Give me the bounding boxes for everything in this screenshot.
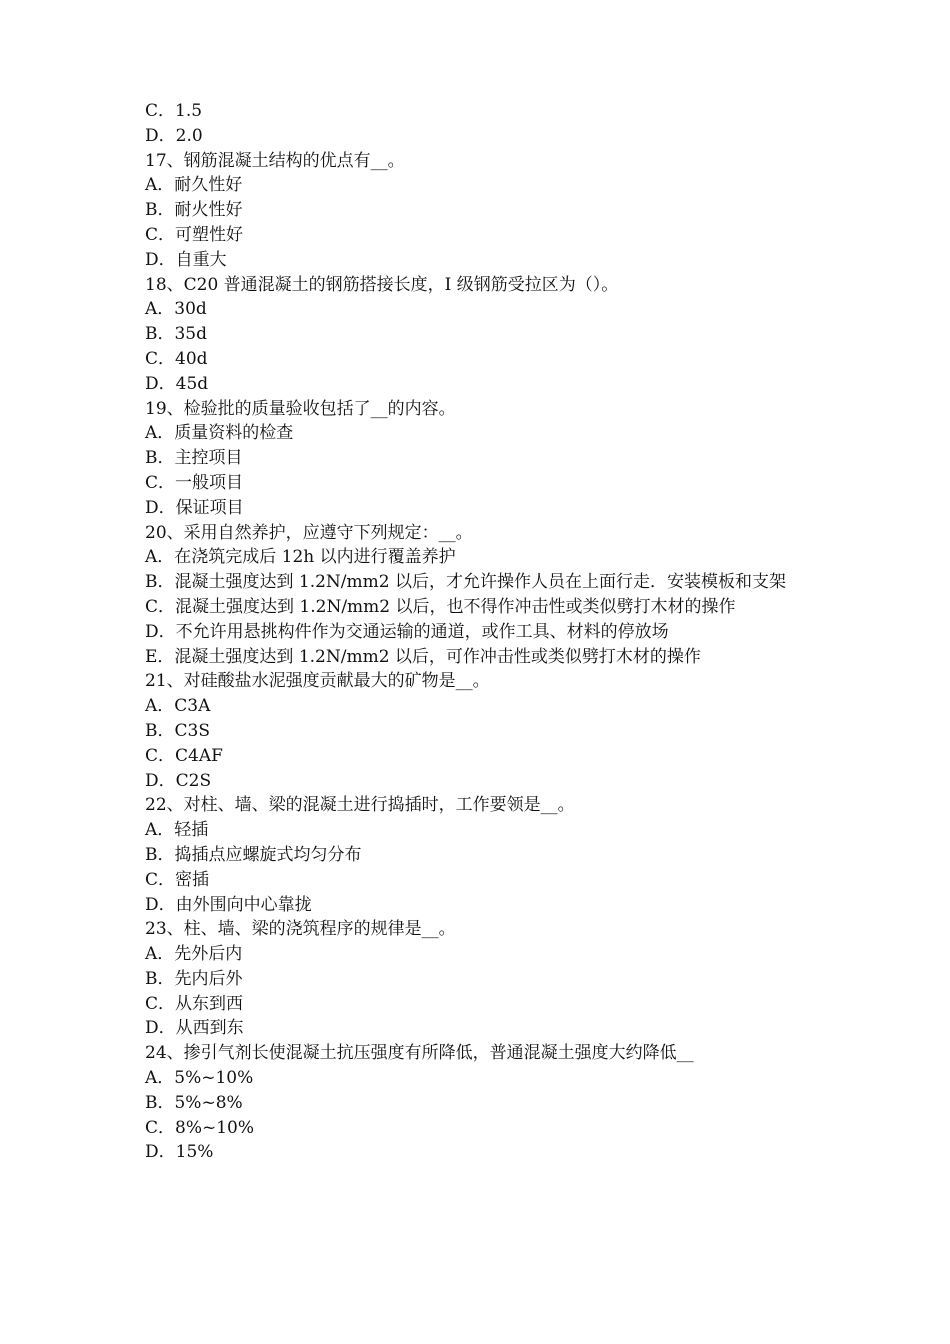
option-line: B．先内后外 — [145, 968, 243, 989]
option-line: C．40d — [145, 348, 208, 369]
option-line: A．30d — [145, 299, 207, 320]
question-line: 18、C20 普通混凝土的钢筋搭接长度，I 级钢筋受拉区为（）。 — [145, 274, 619, 295]
option-line: B．主控项目 — [145, 448, 243, 469]
option-line: A．在浇筑完成后 12h 以内进行覆盖养护 — [145, 547, 456, 568]
option-line: C．从东到西 — [145, 993, 244, 1014]
option-line: B．C3S — [145, 720, 210, 741]
question-line: 19、检验批的质量验收包括了__的内容。 — [145, 398, 456, 419]
option-line: D．15% — [145, 1142, 214, 1163]
question-line: 23、柱、墙、梁的浇筑程序的规律是__。 — [145, 919, 456, 940]
option-line: A．C3A — [145, 696, 211, 717]
option-line: D．不允许用悬挑构件作为交通运输的通道，或作工具、材料的停放场 — [145, 621, 669, 642]
option-line: C．混凝土强度达到 1.2N/mm2 以后，也不得作冲击性或类似劈打木材的操作 — [145, 596, 736, 617]
option-line: C．一般项目 — [145, 472, 244, 493]
question-line: 24、掺引气剂长使混凝土抗压强度有所降低，普通混凝土强度大约降低__ — [145, 1043, 694, 1064]
option-line: B．5%~8% — [145, 1092, 243, 1113]
option-line: A．耐久性好 — [145, 175, 243, 196]
question-line: 21、对硅酸盐水泥强度贡献最大的矿物是__。 — [145, 671, 490, 692]
option-line: D．45d — [145, 373, 209, 394]
option-line: D．C2S — [145, 770, 212, 791]
option-line: A．轻插 — [145, 820, 209, 841]
option-line: D．从西到东 — [145, 1018, 244, 1039]
question-line: 22、对柱、墙、梁的混凝土进行捣插时，工作要领是__。 — [145, 795, 575, 816]
option-line: D．由外围向中心靠拢 — [145, 894, 312, 915]
question-line: 20、采用自然养护，应遵守下列规定：__。 — [145, 522, 473, 543]
option-line: A．先外后内 — [145, 944, 243, 965]
document-page — [145, 99, 825, 1165]
option-line: A．质量资料的检查 — [145, 423, 294, 444]
option-line: A．5%~10% — [145, 1068, 254, 1089]
option-line: E．混凝土强度达到 1.2N/mm2 以后，可作冲击性或类似劈打木材的操作 — [145, 646, 701, 667]
option-line: D．2.0 — [145, 125, 203, 146]
option-line: D．自重大 — [145, 249, 227, 270]
option-line: C．8%~10% — [145, 1117, 255, 1138]
option-line: C．1.5 — [145, 101, 203, 121]
option-line: B．耐火性好 — [145, 200, 243, 221]
option-line: B．捣插点应螺旋式均匀分布 — [145, 844, 362, 865]
option-line: C．C4AF — [145, 745, 223, 766]
option-line: B．混凝土强度达到 1.2N/mm2 以后，才允许操作人员在上面行走．安装模板和支架 — [145, 572, 786, 593]
option-line: D．保证项目 — [145, 497, 244, 518]
question-line: 17、钢筋混凝土结构的优点有__。 — [145, 150, 405, 171]
option-line: C．密插 — [145, 869, 210, 890]
option-line: C．可塑性好 — [145, 224, 244, 245]
option-line: B．35d — [145, 324, 208, 345]
